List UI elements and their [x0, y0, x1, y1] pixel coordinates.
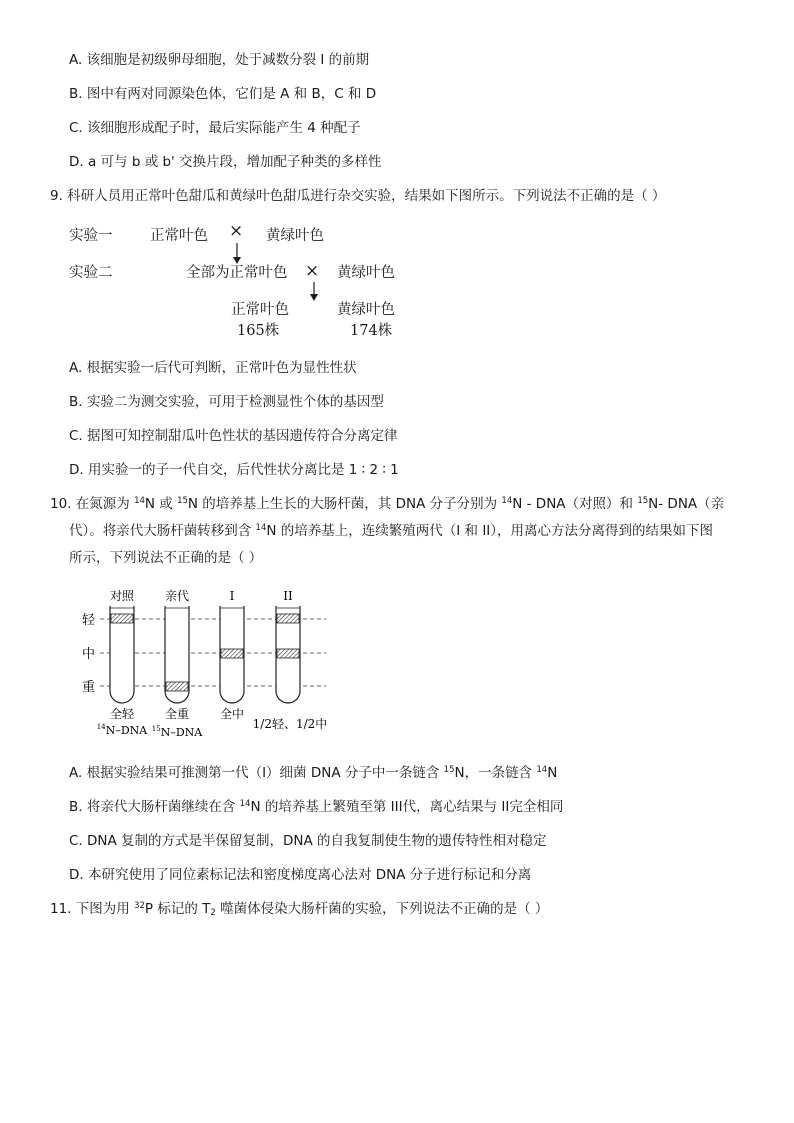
- exp2-label: 实验二: [69, 265, 113, 281]
- exp1-parent-yellow: 黄绿叶色: [266, 228, 324, 244]
- offspring-yellow-count: 174株: [350, 323, 393, 339]
- tube-label-parent: 亲代: [164, 589, 190, 603]
- q9-option-a: A. 根据实验一后代可判断，正常叶色为显性性状: [69, 360, 357, 376]
- dna-15-label: $^{15}$N–DNA: [151, 725, 203, 738]
- band-gen2-middle: [277, 649, 299, 658]
- q8-option-a: A. 该细胞是初级卵母细胞，处于减数分裂 I 的前期: [69, 52, 370, 68]
- tube-label-control: 对照: [109, 589, 135, 603]
- q10-option-d: D. 本研究使用了同位素标记法和密度梯度离心法对 DNA 分子进行标记和分离: [69, 867, 532, 883]
- middle-label: 中: [82, 647, 96, 662]
- heavy-label: 重: [82, 680, 96, 695]
- q10-option-c: C. DNA 复制的方式是半保留复制，DNA 的自我复制使生物的遗传特性相对稳定: [69, 833, 547, 849]
- q10-stem-line1: 10. 在氮源为 $^{14}$N 或 $^{15}$N 的培养基上生长的大肠杆菌，其 DNA 分子分别为 $^{14}$N - DNA（对照）和 $^{15}$N- DNA（亲: [50, 496, 725, 512]
- q10-centrifuge-figure: [76, 586, 338, 738]
- band-gen1-middle: [221, 649, 243, 658]
- offspring-yellow: 黄绿叶色: [337, 302, 395, 318]
- arrow-down-icon: [308, 282, 320, 304]
- exp2-parent-all-normal: 全部为正常叶色: [186, 265, 288, 281]
- result-parent: 全重: [164, 707, 190, 721]
- result-gen1: 全中: [219, 707, 245, 721]
- result-gen2: 1/2轻、1/2中: [252, 717, 328, 731]
- q9-option-c: C. 据图可知控制甜瓜叶色性状的基因遗传符合分离定律: [69, 428, 398, 444]
- q8-option-c: C. 该细胞形成配子时，最后实际能产生 4 种配子: [69, 120, 361, 136]
- q10-option-a: A. 根据实验结果可推测第一代（I）细菌 DNA 分子中一条链含 $^{15}$N，一条链含 $^{14}$N: [69, 765, 558, 781]
- q9-option-b: B. 实验二为测交实验，可用于检测显性个体的基因型: [69, 394, 384, 410]
- cross-symbol-1: ×: [229, 221, 244, 241]
- q9-stem: 9. 科研人员用正常叶色甜瓜和黄绿叶色甜瓜进行杂交实验，结果如下图所示。下列说法不正确的是（ ）: [50, 188, 666, 204]
- offspring-normal: 正常叶色: [231, 302, 289, 318]
- cross-symbol-2: ×: [305, 261, 320, 281]
- q9-option-d: D. 用实验一的子一代自交，后代性状分离比是 1 ∶ 2 ∶ 1: [69, 462, 399, 478]
- dna-14-label: $^{14}$N–DNA: [96, 723, 148, 737]
- band-gen2-light: [277, 614, 299, 623]
- result-control: 全轻: [109, 707, 135, 721]
- exp2-parent-yellow: 黄绿叶色: [337, 265, 395, 281]
- q10-stem-line2: 代）。将亲代大肠杆菌转移到含 $^{14}$N 的培养基上，连续繁殖两代（I 和 II），用离心方法分离得到的结果如下图: [69, 523, 714, 539]
- q10-option-b: B. 将亲代大肠杆菌继续在含 $^{14}$N 的培养基上繁殖至第 III代，离心结果与 II完全相同: [69, 799, 564, 815]
- q8-option-b: B. 图中有两对同源染色体，它们是 A 和 B，C 和 D: [69, 86, 377, 102]
- band-parent-heavy: [166, 682, 188, 691]
- tube-label-gen2: II: [283, 589, 293, 603]
- offspring-normal-count: 165株: [237, 323, 280, 339]
- q8-option-d: D. a 可与 b 或 b' 交换片段，增加配子种类的多样性: [69, 154, 382, 170]
- light-label: 轻: [82, 613, 96, 628]
- q10-stem-line3: 所示，下列说法不正确的是（ ）: [69, 550, 263, 566]
- exp1-label: 实验一: [69, 228, 113, 244]
- exp1-parent-normal: 正常叶色: [150, 228, 208, 244]
- q11-stem: 11. 下图为用 $^{32}$P 标记的 $T_2$ 噬菌体侵染大肠杆菌的实验，下列说法不正确的是（ ）: [50, 901, 549, 918]
- tube-label-gen1: I: [229, 589, 235, 603]
- band-control-light: [111, 614, 133, 623]
